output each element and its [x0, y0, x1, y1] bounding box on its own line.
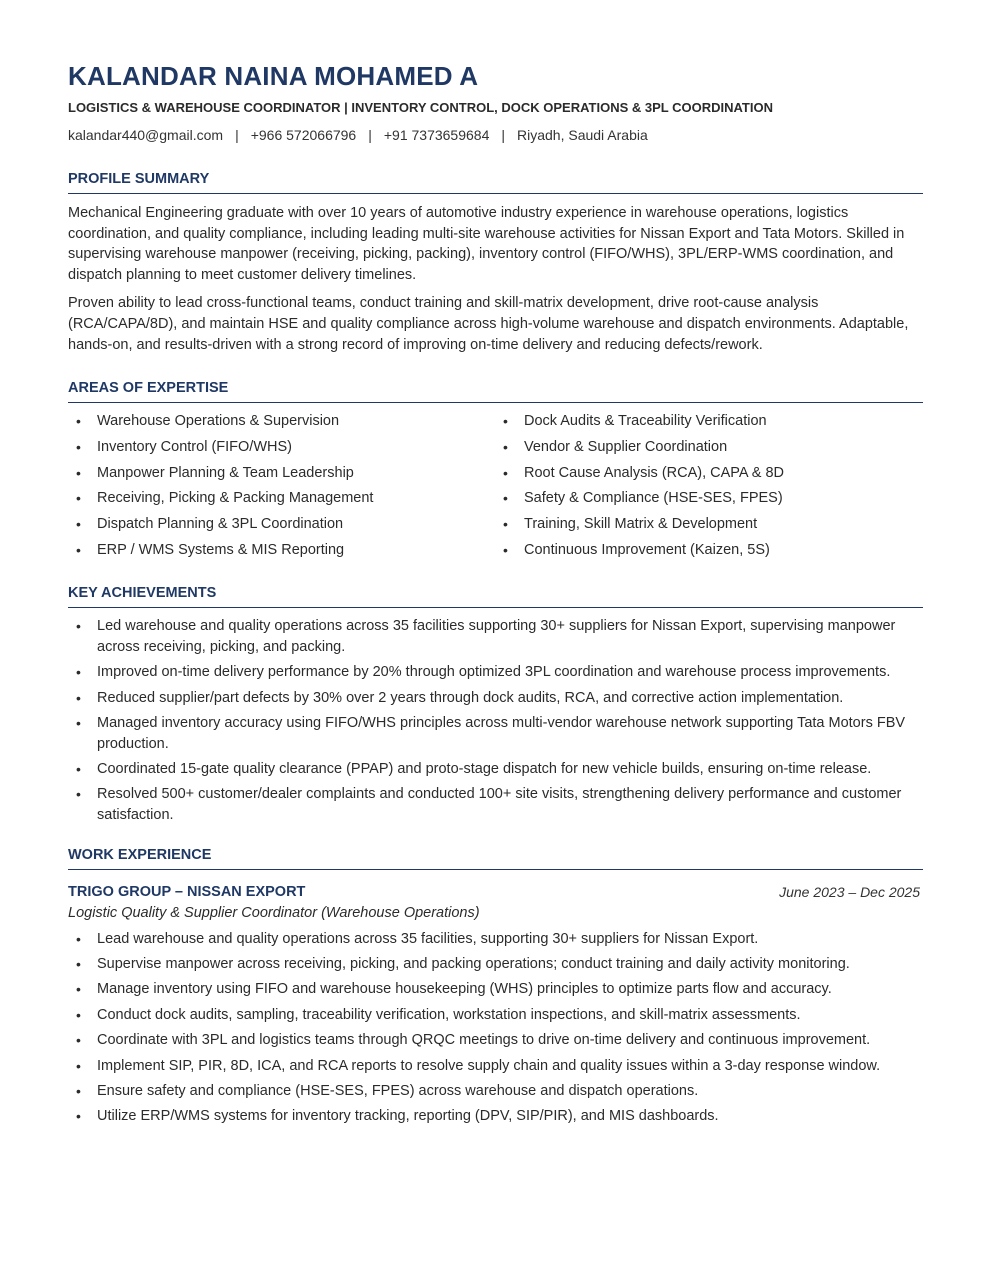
achievement-item	[68, 713, 923, 754]
expertise-grid	[68, 411, 923, 565]
expertise-item	[495, 411, 922, 432]
bullet-icon: •	[76, 1057, 81, 1074]
expertise-item-text: Continuous Improvement (Kaizen, 5S)	[524, 541, 770, 558]
expertise-item	[495, 463, 922, 484]
achievement-text: Managed inventory accuracy using FIFO/WHS principles across multi-vendor warehouse network supporting Tata Motors FBV production.	[97, 715, 906, 752]
profile-paragraph: Proven ability to lead cross-functional teams, conduct training and skill-matrix development, drive root-cause analysis (RCA/CAPA/8D), and maintain HSE and quality compliance across high-volume warehouse and dispatch environments. Adaptable, hands-on, and results-driven with a strong record of improving on-time delivery and reducing defects/rework.	[68, 295, 909, 353]
bullet-icon: •	[76, 664, 81, 681]
candidate-name: KALANDAR NAINA MOHAMED A	[68, 61, 479, 91]
expertise-item-text: Safety & Compliance (HSE-SES, FPES)	[524, 490, 783, 507]
responsibility-item	[68, 954, 923, 975]
achievement-item	[68, 784, 923, 825]
expertise-column-right	[495, 411, 922, 565]
achievement-item	[68, 759, 923, 780]
expertise-item-text: Manpower Planning & Team Leadership	[97, 464, 354, 481]
job-responsibilities	[68, 929, 923, 1127]
bullet-icon: •	[76, 1006, 81, 1023]
expertise-item-text: Vendor & Supplier Coordination	[524, 438, 728, 455]
responsibility-text: Implement SIP, PIR, 8D, ICA, and RCA reports to resolve supply chain and quality issues within a 3-day response window.	[97, 1057, 881, 1074]
bullet-icon: •	[76, 1032, 81, 1049]
resume-page	[68, 58, 923, 1132]
achievement-text: Resolved 500+ customer/dealer complaints and conducted 100+ site visits, strengthening delivery performance and customer satisfaction.	[97, 786, 902, 824]
expertise-item-text: Dock Audits & Traceability Verification	[524, 413, 767, 430]
expertise-item	[68, 514, 495, 535]
responsibility-text: Utilize ERP/WMS systems for inventory tracking, reporting (DPV, SIP/PIR), and MIS dashboards.	[97, 1108, 719, 1125]
expertise-item-text: ERP / WMS Systems & MIS Reporting	[97, 541, 345, 558]
expertise-item	[495, 514, 922, 535]
bullet-icon: •	[76, 956, 81, 972]
bullet-icon: •	[76, 761, 81, 778]
bullet-icon: •	[76, 981, 81, 998]
expertise-item-text: Inventory Control (FIFO/WHS)	[97, 438, 292, 455]
responsibility-text: Coordinate with 3PL and logistics teams through QRQC meetings to drive on-time delivery and continuous improvement.	[97, 1032, 871, 1049]
expertise-item-text: Training, Skill Matrix & Development	[524, 515, 758, 532]
expertise-item	[68, 463, 495, 484]
phone-india: +91 7373659684	[383, 127, 490, 143]
email-link[interactable]: kalandar440@gmail.com	[68, 127, 224, 143]
responsibility-item	[68, 979, 923, 1000]
achievement-item	[68, 662, 923, 683]
job-entry	[68, 882, 923, 1127]
section-title-areas-of-expertise: AREAS OF EXPERTISE	[68, 379, 923, 403]
phone-saudi: +966 572066796	[250, 127, 357, 143]
responsibility-item	[68, 929, 923, 950]
bullet-icon: •	[76, 786, 81, 803]
expertise-item	[495, 488, 922, 509]
location: Riyadh, Saudi Arabia	[517, 127, 648, 143]
expertise-item	[68, 411, 495, 432]
job-header	[68, 882, 923, 902]
bullet-icon: •	[503, 541, 508, 558]
section-title-work-experience: WORK EXPERIENCE	[68, 846, 923, 870]
bullet-icon: •	[76, 490, 81, 507]
expertise-item	[495, 437, 922, 458]
responsibility-text: Lead warehouse and quality operations across 35 facilities, supporting 30+ suppliers for Nissan Export.	[97, 930, 759, 947]
company-name: TRIGO GROUP – NISSAN EXPORT	[68, 883, 306, 900]
responsibility-text: Ensure safety and compliance (HSE-SES, FPES) across warehouse and dispatch operations.	[97, 1082, 699, 1099]
bullet-icon: •	[76, 515, 81, 532]
expertise-column-left	[68, 411, 495, 565]
achievement-item	[68, 688, 923, 709]
responsibility-item	[68, 1106, 923, 1127]
bullet-icon: •	[503, 438, 508, 455]
profile-paragraph: Mechanical Engineering graduate with over 10 years of automotive industry experience in warehouse operations, logistics coordination, and quality compliance, including leading multi-site warehouse activities for Nissan Export and Tata Motors. Skilled in supervising warehouse manpower (receiving, picking, packing), inventory control (FIFO/WHS), 3PL/ERP-WMS coordination, and dispatch planning to meet customer delivery timelines.	[68, 205, 905, 283]
expertise-item-text: Warehouse Operations & Supervision	[97, 413, 340, 430]
expertise-item	[68, 437, 495, 458]
responsibility-item	[68, 1005, 923, 1026]
expertise-item-text: Receiving, Picking & Packing Management	[97, 490, 374, 507]
achievement-text: Led warehouse and quality operations across 35 facilities supporting 30+ suppliers for Nissan Export, supervising manpower across receiving, picking, and packing.	[97, 618, 896, 655]
bullet-icon: •	[76, 438, 81, 455]
expertise-item-text: Root Cause Analysis (RCA), CAPA & 8D	[524, 464, 785, 481]
contact-separator: |	[368, 127, 372, 143]
achievement-item	[68, 616, 923, 657]
bullet-icon: •	[76, 930, 81, 947]
professional-headline: LOGISTICS & WAREHOUSE COORDINATOR | INVENTORY CONTROL, DOCK OPERATIONS & 3PL COORDINATION	[68, 100, 773, 115]
responsibility-item	[68, 1081, 923, 1102]
responsibility-item	[68, 1030, 923, 1051]
bullet-icon: •	[503, 413, 508, 430]
bullet-icon: •	[76, 1108, 81, 1125]
bullet-icon: •	[76, 1082, 81, 1099]
bullet-icon: •	[76, 618, 81, 635]
section-title-key-achievements: KEY ACHIEVEMENTS	[68, 584, 923, 608]
expertise-item	[68, 540, 495, 561]
bullet-icon: •	[76, 413, 81, 430]
job-role: Logistic Quality & Supplier Coordinator (Warehouse Operations)	[68, 904, 480, 921]
achievement-text: Coordinated 15-gate quality clearance (PPAP) and proto-stage dispatch for new vehicle builds, ensuring on-time release.	[97, 761, 872, 778]
contact-separator: |	[235, 127, 239, 143]
bullet-icon: •	[76, 541, 81, 558]
bullet-icon: •	[76, 689, 81, 706]
expertise-item	[495, 540, 922, 561]
responsibility-text: Manage inventory using FIFO and warehouse housekeeping (WHS) principles to optimize parts flow and accuracy.	[97, 981, 832, 998]
bullet-icon: •	[76, 464, 81, 481]
achievement-text: Reduced supplier/part defects by 30% over 2 years through dock audits, RCA, and corrective action implementation.	[97, 689, 844, 706]
responsibility-text: Supervise manpower across receiving, picking, and packing operations; conduct training and daily activity monitoring.	[97, 956, 850, 972]
bullet-icon: •	[503, 515, 508, 532]
contact-line	[68, 126, 923, 144]
job-dates: June 2023 – Dec 2025	[779, 883, 920, 900]
bullet-icon: •	[76, 715, 81, 732]
expertise-item-text: Dispatch Planning & 3PL Coordination	[97, 515, 344, 532]
responsibility-text: Conduct dock audits, sampling, traceability verification, workstation inspections, and skill-matrix assessments.	[97, 1006, 801, 1023]
bullet-icon: •	[503, 490, 508, 507]
responsibility-item	[68, 1056, 923, 1077]
achievement-text: Improved on-time delivery performance by 20% through optimized 3PL coordination and warehouse process improvements.	[97, 664, 891, 681]
expertise-item	[68, 488, 495, 509]
contact-separator: |	[501, 127, 505, 143]
achievements-list	[68, 616, 923, 825]
bullet-icon: •	[503, 464, 508, 481]
section-title-profile-summary: PROFILE SUMMARY	[68, 170, 923, 194]
